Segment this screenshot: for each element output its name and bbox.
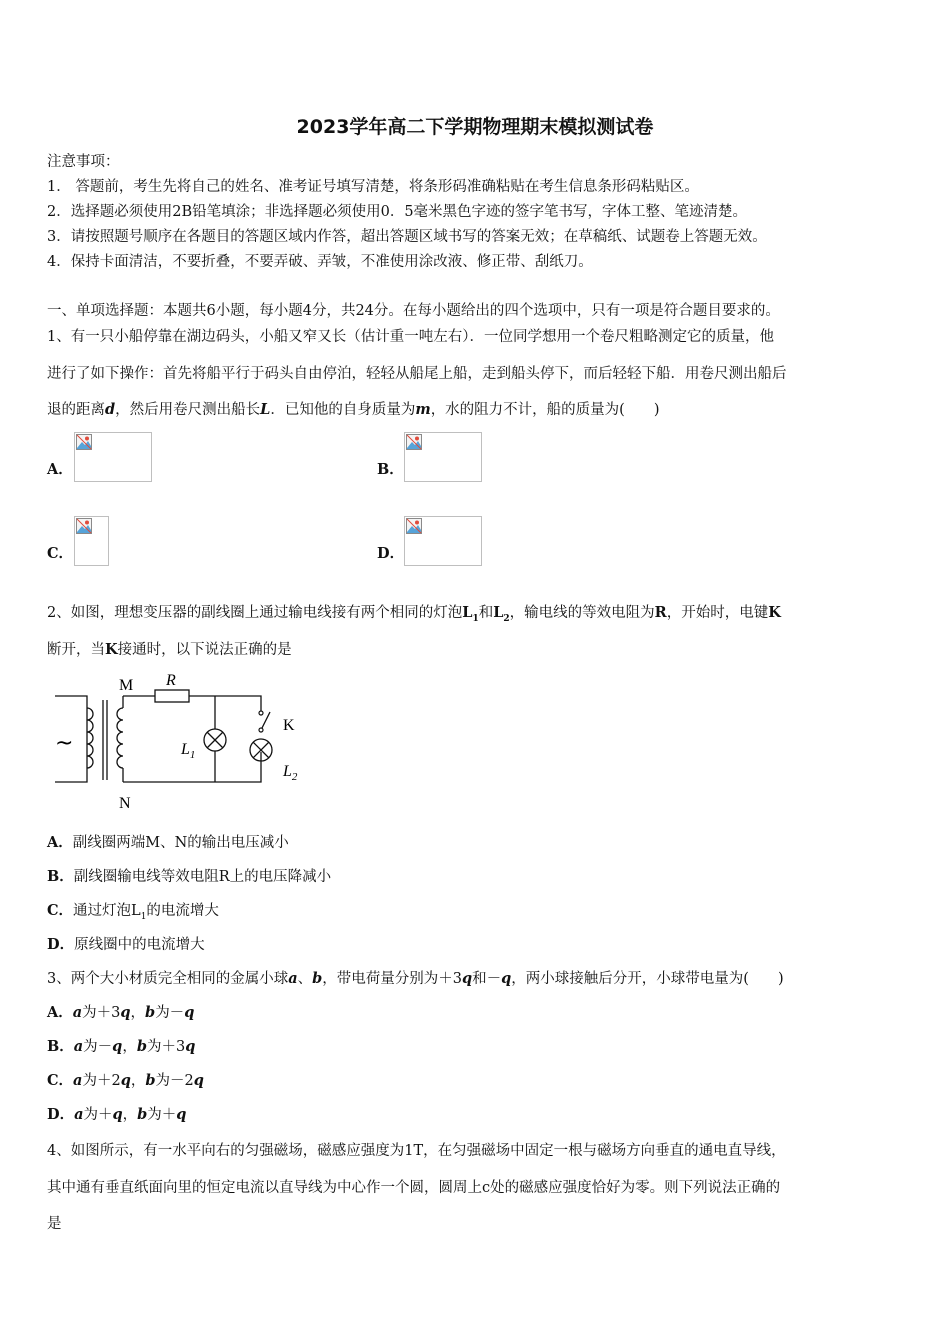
- q2-option-d: D．原线圈中的电流增大: [47, 936, 205, 953]
- broken-image-icon: [76, 434, 92, 450]
- q3-option-c: C．a为＋2q，b为－2q: [47, 1072, 204, 1089]
- notice-item-4: 4．保持卡面清洁，不要折叠，不要弄破、弄皱，不准使用涂改液、修正带、刮纸刀。: [47, 254, 593, 270]
- q2-K: K: [105, 641, 118, 658]
- top-wire: [123, 696, 261, 712]
- label-M: M: [119, 677, 134, 694]
- q2-text: ，开始时，电键: [666, 605, 769, 621]
- broken-image-icon: [76, 518, 92, 534]
- page-title: 2023学年高二下学期物理期末模拟测试卷: [296, 116, 654, 138]
- q3-option-a: A．a为＋3q，b为－q: [47, 1004, 195, 1021]
- label-N: N: [119, 795, 131, 812]
- broken-image-icon: [406, 434, 422, 450]
- q4-line-1: 4、如图所示，有一水平向右的匀强磁场，磁感应强度为1T，在匀强磁场中固定一根与磁场方向垂直的通电直导线，: [47, 1143, 786, 1159]
- q2-L1: $L_1$: [462, 604, 479, 624]
- q1-line-2: 进行了如下操作：首先将船平行于码头自由停泊，轻轻从船尾上船，走到船头停下，而后轻轻下船．用卷尺测出船后: [47, 366, 787, 382]
- q2-L2: $L_2$: [493, 604, 510, 624]
- q1-line-3: [47, 400, 660, 420]
- q1-text: 退的距离: [47, 402, 105, 418]
- notice-item-3: 3．请按照题号顺序在各题目的答题区域内作答，超出答题区域书写的答案无效；在草稿纸、试题卷上答题无效。: [47, 229, 767, 245]
- q2-option-b: B．副线圈输电线等效电阻R上的电压降减小: [47, 868, 332, 885]
- q2-line-1: [47, 603, 781, 629]
- q1-text: ，水的阻力不计，船的质量为( ): [430, 402, 660, 418]
- q1-option-b-image: [404, 432, 482, 482]
- var-m: m: [415, 401, 431, 418]
- q1-option-d-image: [404, 516, 482, 566]
- var-d: d: [105, 401, 116, 418]
- resistor-R: [155, 690, 189, 702]
- q3-option-d: D．a为＋q，b为＋q: [47, 1106, 187, 1123]
- switch-contact: [259, 711, 263, 715]
- q1-text: ，然后用卷尺测出船长: [115, 402, 261, 418]
- broken-image-icon: [406, 518, 422, 534]
- label-R: R: [166, 672, 176, 689]
- q3-option-b: B．a为－q，b为＋3q: [47, 1038, 196, 1055]
- q2-option-c: C．通过灯泡$L_1$的电流增大: [47, 902, 219, 922]
- q2-text: 断开，当: [47, 642, 105, 658]
- notice-item-1: 1． 答题前，考生先将自己的姓名、准考证号填写清楚，将条形码准确粘贴在考生信息条形码粘贴区。: [47, 179, 699, 195]
- secondary-coil: [117, 708, 123, 768]
- q2-text: ，输电线的等效电阻为: [509, 605, 655, 621]
- section-heading: 一、单项选择题：本题共6小题，每小题4分，共24分。在每小题给出的四个选项中，只有一项是符合题目要求的。: [47, 303, 780, 319]
- q2-K: K: [768, 604, 781, 621]
- q1-option-c-label: C．: [47, 545, 74, 562]
- primary-coil: [87, 708, 93, 768]
- q1-option-a-label: A．: [47, 461, 73, 478]
- label-L2: $L_2$: [283, 763, 298, 783]
- q2-line-2: [47, 640, 292, 660]
- q2-text: 接通时，以下说法正确的是: [117, 642, 292, 658]
- q1-line-1: 1、有一只小船停靠在湖边码头，小船又窄又长（估计重一吨左右）．一位同学想用一个卷尺粗略测定它的质量，他: [47, 329, 774, 345]
- label-K: K: [283, 717, 295, 734]
- notice-item-2: 2．选择题必须使用2B铅笔填涂；非选择题必须使用0．5毫米黑色字迹的签字笔书写，字体工整、笔迹清楚。: [47, 204, 748, 220]
- label-L1: $L_1$: [181, 741, 196, 761]
- lamp-L1-cross: [207, 732, 223, 748]
- q2-option-a: A．副线圈两端M、N的输出电压减小: [47, 834, 289, 851]
- transformer-circuit-figure: [47, 672, 317, 817]
- q4-line-3: 是: [47, 1216, 62, 1232]
- q2-R: R: [654, 604, 667, 621]
- q1-option-a-image: [74, 432, 152, 482]
- q1-option-b-label: B．: [377, 461, 404, 478]
- q2-text: 和: [478, 605, 494, 621]
- q1-option-d-label: D．: [377, 545, 405, 562]
- q4-line-2: 其中通有垂直纸面向里的恒定电流以直导线为中心作一个圆，圆周上c处的磁感应强度恰好为零。则下列说法正确的: [47, 1180, 781, 1196]
- q1-option-c-image: [74, 516, 109, 566]
- switch-contact: [259, 728, 263, 732]
- q3-line-1: 3、两个大小材质完全相同的金属小球a、b，带电荷量分别为＋3q和－q，两小球接触后分开，小球带电量为( ): [47, 970, 784, 987]
- var-L: L: [260, 401, 271, 418]
- ac-source-symbol: ~: [55, 731, 74, 756]
- q1-text: ．已知他的自身质量为: [270, 402, 416, 418]
- notice-heading: 注意事项：: [47, 154, 120, 170]
- q2-text: 2、如图，理想变压器的副线圈上通过输电线接有两个相同的灯泡: [47, 605, 463, 621]
